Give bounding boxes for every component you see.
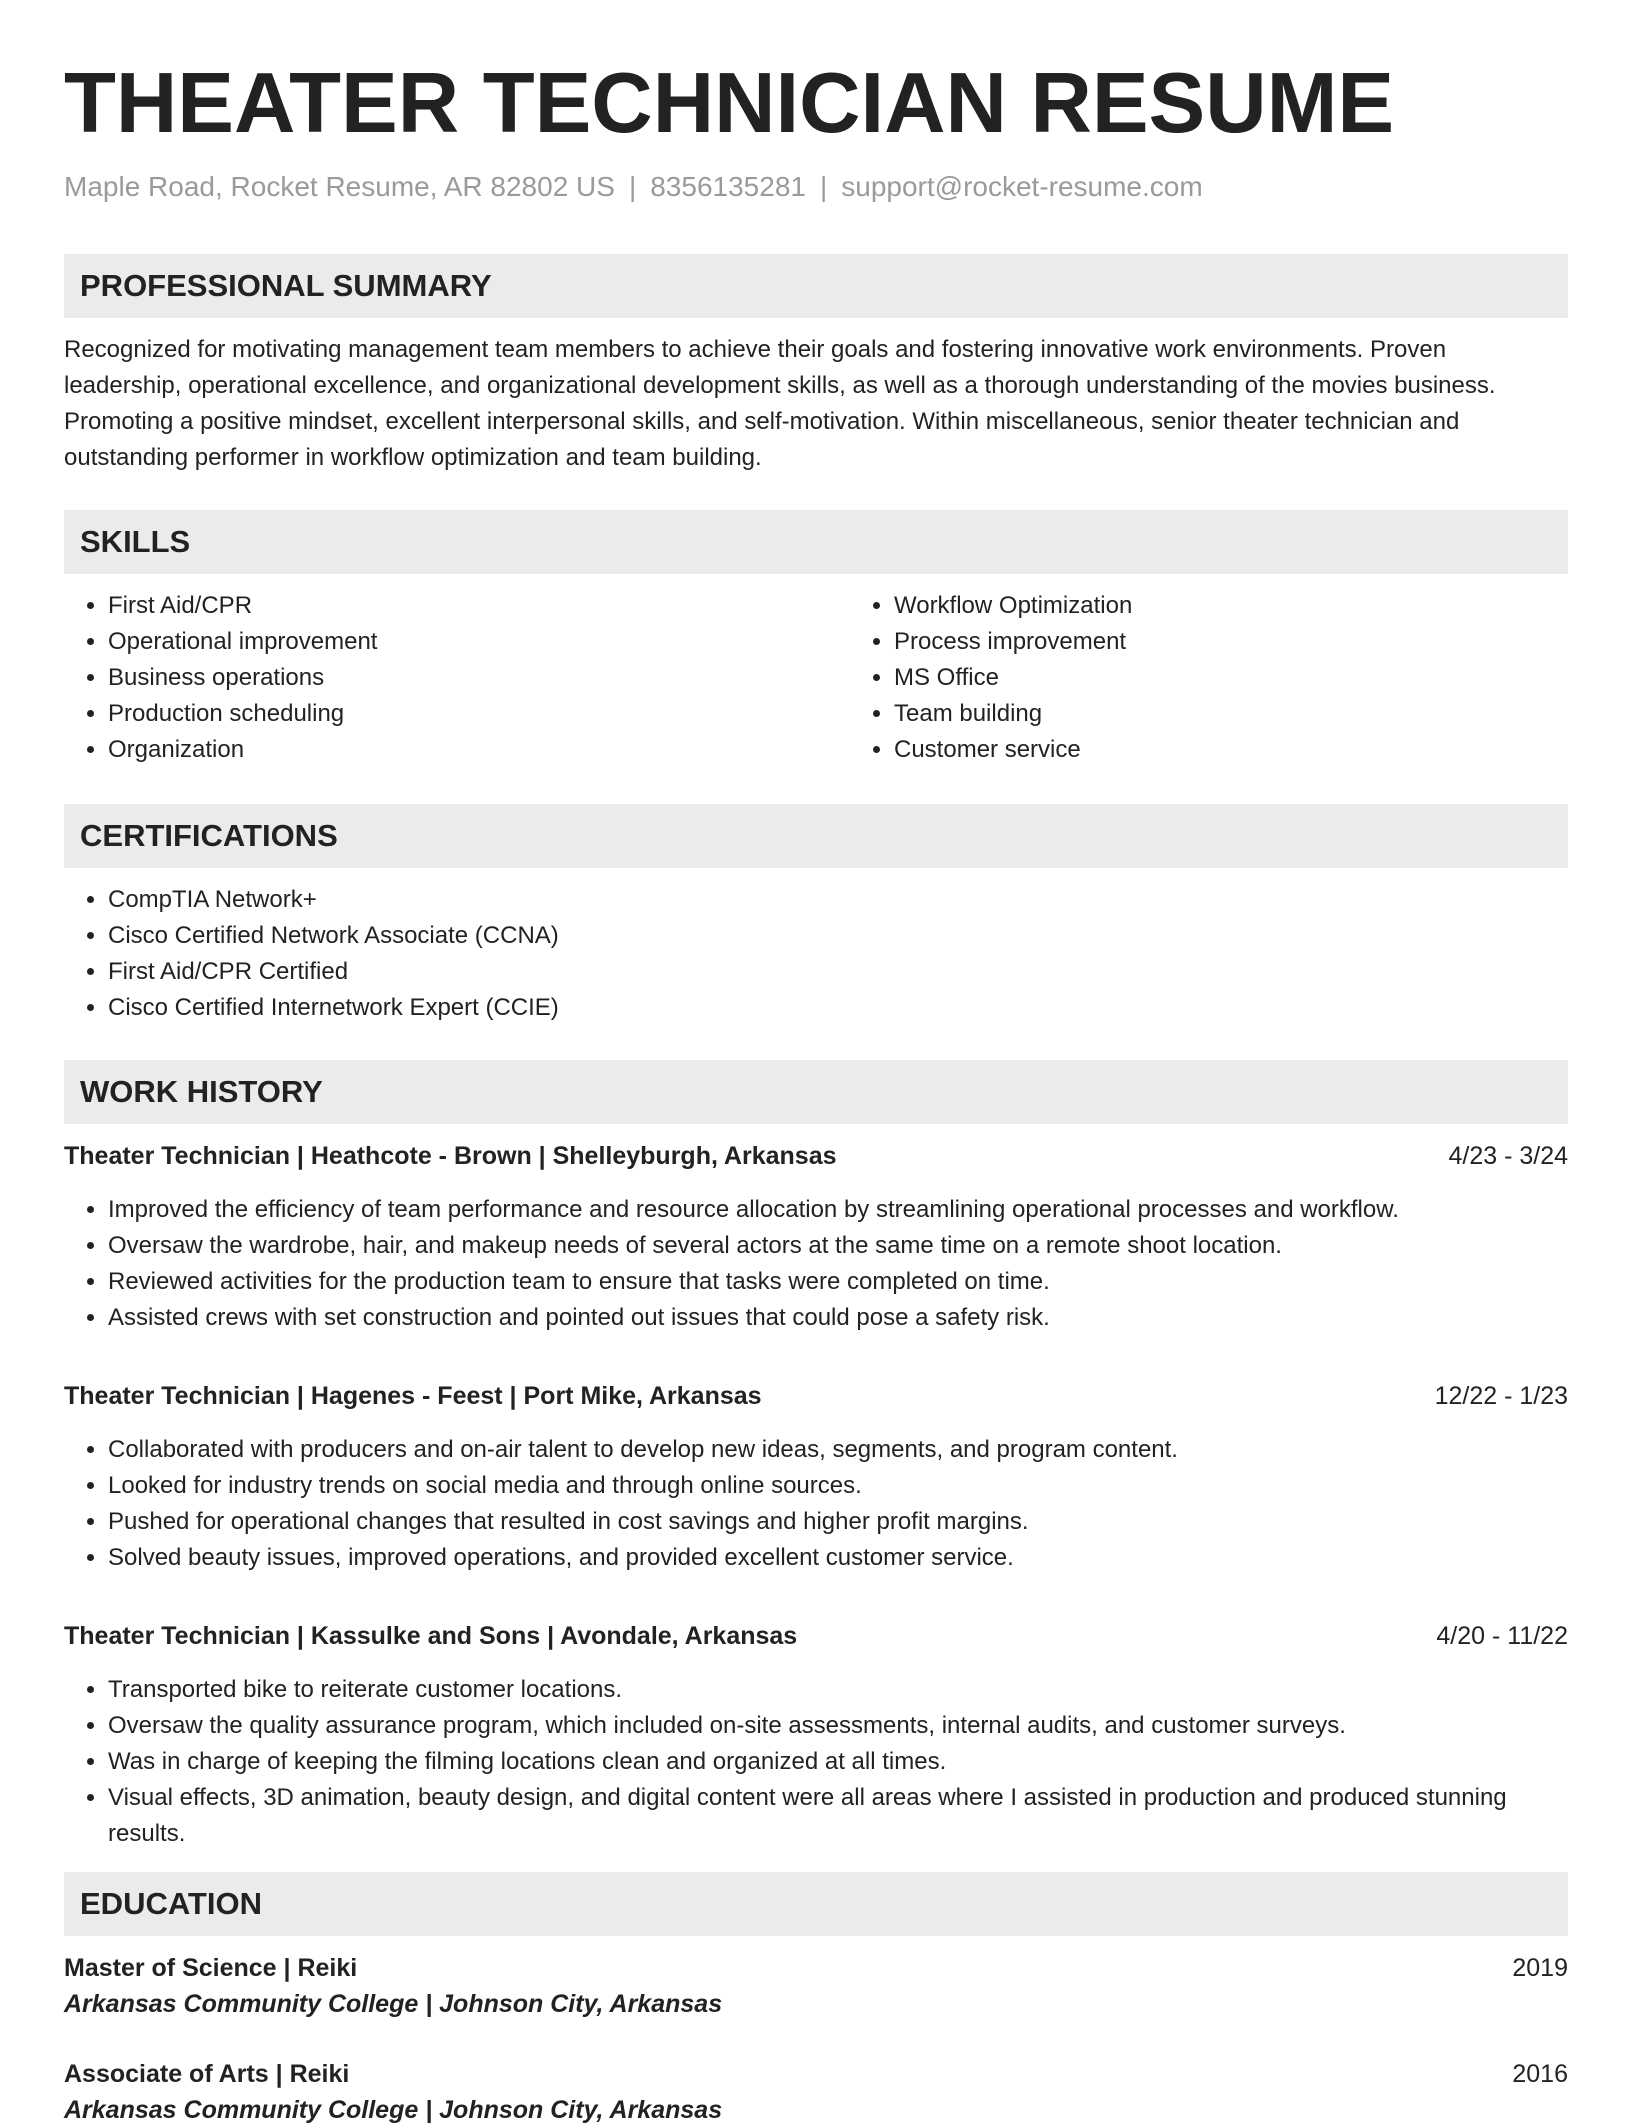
job-entry xyxy=(64,1378,1568,1576)
job-bullet: • Transported bike to reiterate customer locations. xyxy=(108,1672,1568,1708)
section-heading: EDUCATION xyxy=(64,1872,1568,1936)
job-bullet: • Looked for industry trends on social media and through online sources. xyxy=(108,1468,1568,1504)
skill-item: • Team building xyxy=(894,696,1632,732)
certification-item: • CompTIA Network+ xyxy=(108,882,1568,918)
resume-title: THEATER TECHNICIAN RESUME xyxy=(64,56,1395,151)
job-bullet: • Visual effects, 3D animation, beauty design, and digital content were all areas where I assisted in production and produced stunning results. xyxy=(108,1780,1568,1852)
contact-separator: | xyxy=(819,171,828,202)
skill-item: • Customer service xyxy=(894,732,1632,768)
education-year: 2019 xyxy=(1512,1954,1568,1982)
skills-columns xyxy=(64,588,1568,768)
job-header xyxy=(64,1618,1568,1654)
skill-item: • Business operations xyxy=(108,660,850,696)
work-history-section xyxy=(64,1060,1568,1852)
job-title: Theater Technician | Heathcote - Brown | Shelleyburgh, Arkansas xyxy=(64,1142,837,1170)
job-header xyxy=(64,1378,1568,1414)
contact-line xyxy=(64,170,1568,204)
section-heading: CERTIFICATIONS xyxy=(64,804,1568,868)
contact-email[interactable]: support@rocket-resume.com xyxy=(841,171,1203,202)
job-title: Theater Technician | Kassulke and Sons | Avondale, Arkansas xyxy=(64,1622,798,1650)
education-degree: Master of Science | Reiki xyxy=(64,1954,358,1982)
skills-list-right xyxy=(850,588,1632,768)
skills-section xyxy=(64,510,1568,768)
job-bullet: • Collaborated with producers and on-air talent to develop new ideas, segments, and program content. xyxy=(108,1432,1568,1468)
job-bullet: • Improved the efficiency of team performance and resource allocation by streamlining operational processes and workflow. xyxy=(108,1192,1568,1228)
skill-item: • MS Office xyxy=(894,660,1632,696)
education-section xyxy=(64,1872,1568,2128)
contact-separator: | xyxy=(628,171,637,202)
section-heading: WORK HISTORY xyxy=(64,1060,1568,1124)
job-bullet: • Oversaw the quality assurance program, which included on-site assessments, internal audits, and customer surveys. xyxy=(108,1708,1568,1744)
job-entry xyxy=(64,1618,1568,1852)
certifications-list xyxy=(64,882,1568,1026)
education-school: Arkansas Community College | Johnson City, Arkansas xyxy=(64,2096,723,2124)
job-bullets xyxy=(64,1432,1568,1576)
job-title: Theater Technician | Hagenes - Feest | Port Mike, Arkansas xyxy=(64,1382,762,1410)
skill-item: • Production scheduling xyxy=(108,696,850,732)
education-header xyxy=(64,1950,1568,1986)
skill-item: • Process improvement xyxy=(894,624,1632,660)
certifications-section xyxy=(64,804,1568,1026)
skills-list-left xyxy=(64,588,850,768)
education-school: Arkansas Community College | Johnson City, Arkansas xyxy=(64,1990,723,2018)
education-entry xyxy=(64,1950,1568,2022)
skill-item: • Workflow Optimization xyxy=(894,588,1632,624)
certification-item: • Cisco Certified Internetwork Expert (CCIE) xyxy=(108,990,1568,1026)
education-entry xyxy=(64,2056,1568,2128)
job-bullet: • Pushed for operational changes that resulted in cost savings and higher profit margins. xyxy=(108,1504,1568,1540)
job-bullets xyxy=(64,1192,1568,1336)
professional-summary-section xyxy=(64,254,1568,476)
resume-page xyxy=(64,0,1568,2124)
education-degree: Associate of Arts | Reiki xyxy=(64,2060,350,2088)
job-bullets xyxy=(64,1672,1568,1852)
summary-text: Recognized for motivating management team members to achieve their goals and fostering innovative work environments. Proven leadership, operational excellence, and organizational development skills, as well as a thorough understanding of the movies business. Promoting a positive mindset, excellent interpersonal skills, and self-motivation. Within miscellaneous, senior theater technician and outstanding performer in workflow optimization and team building. xyxy=(64,336,1496,471)
section-heading: SKILLS xyxy=(64,510,1568,574)
job-entry xyxy=(64,1138,1568,1336)
job-bullet: • Was in charge of keeping the filming locations clean and organized at all times. xyxy=(108,1744,1568,1780)
job-header xyxy=(64,1138,1568,1174)
skill-item: • First Aid/CPR xyxy=(108,588,850,624)
job-dates: 4/23 - 3/24 xyxy=(1448,1142,1568,1170)
job-bullet: • Reviewed activities for the production team to ensure that tasks were completed on time. xyxy=(108,1264,1568,1300)
education-header xyxy=(64,2056,1568,2092)
contact-address: Maple Road, Rocket Resume, AR 82802 US xyxy=(64,171,615,202)
section-heading: PROFESSIONAL SUMMARY xyxy=(64,254,1568,318)
certification-item: • First Aid/CPR Certified xyxy=(108,954,1568,990)
job-bullet: • Oversaw the wardrobe, hair, and makeup needs of several actors at the same time on a remote shoot location. xyxy=(108,1228,1568,1264)
job-bullet: • Assisted crews with set construction and pointed out issues that could pose a safety risk. xyxy=(108,1300,1568,1336)
job-dates: 12/22 - 1/23 xyxy=(1434,1382,1568,1410)
job-dates: 4/20 - 11/22 xyxy=(1436,1622,1568,1650)
skill-item: • Operational improvement xyxy=(108,624,850,660)
skill-item: • Organization xyxy=(108,732,850,768)
certification-item: • Cisco Certified Network Associate (CCNA) xyxy=(108,918,1568,954)
education-year: 2016 xyxy=(1512,2060,1568,2088)
job-bullet: • Solved beauty issues, improved operations, and provided excellent customer service. xyxy=(108,1540,1568,1576)
contact-phone[interactable]: 8356135281 xyxy=(650,171,806,202)
